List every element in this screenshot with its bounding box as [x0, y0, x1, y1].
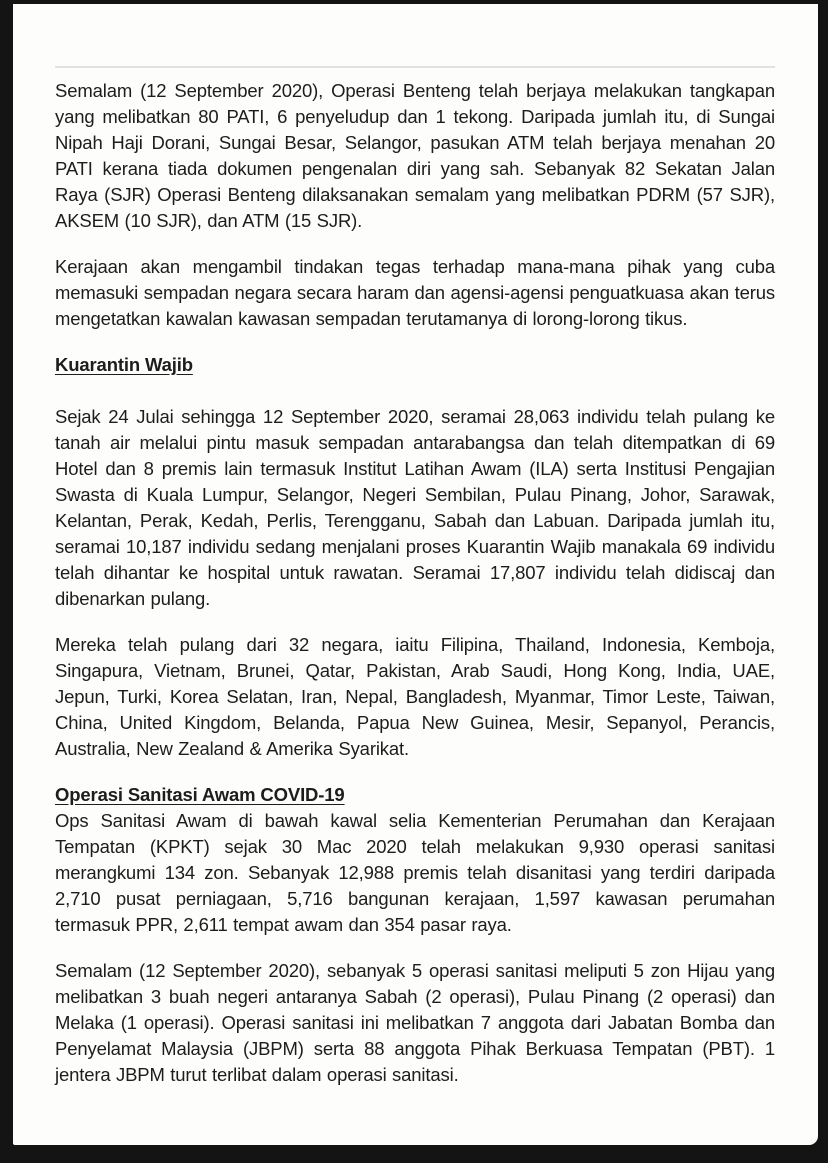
document-page	[13, 4, 818, 1145]
paragraph-kuarantin-statistik: Sejak 24 Julai sehingga 12 September 2020, seramai 28,063 individu telah pulang ke tanah air melalui pintu masuk sempadan antarabangsa dan telah ditempatkan di 69 Hotel dan 8 premis lain termasuk Institut Latihan Awam (ILA) serta Institusi Pengajian Swasta di Kuala Lumpur, Selangor, Negeri Sembilan, Pulau Pinang, Johor, Sarawak, Kelantan, Perak, Kedah, Perlis, Terengganu, Sabah dan Labuan. Daripada jumlah itu, seramai 10,187 individu sedang menjalani proses Kuarantin Wajib manakala 69 individu telah dihantar ke hospital untuk rawatan. Seramai 17,807 individu telah didiscaj dan dibenarkan pulang.	[55, 406, 775, 609]
paragraph-negara-asal: Mereka telah pulang dari 32 negara, iaitu Filipina, Thailand, Indonesia, Kemboja, Singapura, Vietnam, Brunei, Qatar, Pakistan, Arab Saudi, Hong Kong, India, UAE, Jepun, Turki, Korea Selatan, Iran, Nepal, Bangladesh, Myanmar, Timor Leste, Taiwan, China, United Kingdom, Belanda, Papua New Guinea, Mesir, Sepanyol, Perancis, Australia, New Zealand & Amerika Syarikat.	[55, 634, 775, 759]
paragraph-sanitasi-semalam: Semalam (12 September 2020), sebanyak 5 operasi sanitasi meliputi 5 zon Hijau yang melibatkan 3 buah negeri antaranya Sabah (2 operasi), Pulau Pinang (2 operasi) dan Melaka (1 operasi). Operasi sanitasi ini melibatkan 7 anggota dari Jabatan Bomba dan Penyelamat Malaysia (JBPM) serta 88 anggota Pihak Berkuasa Tempatan (PBT). 1 jentera JBPM turut terlibat dalam operasi sanitasi.	[55, 960, 775, 1085]
separator-line	[55, 66, 775, 68]
paragraph-operasi-benteng: Semalam (12 September 2020), Operasi Benteng telah berjaya melakukan tangkapan yang melibatkan 80 PATI, 6 penyeludup dan 1 tekong. Daripada jumlah itu, di Sungai Nipah Haji Dorani, Sungai Besar, Selangor, pasukan ATM telah berjaya menahan 20 PATI kerana tiada dokumen pengenalan diri yang sah. Sebanyak 82 Sekatan Jalan Raya (SJR) Operasi Benteng dilaksanakan semalam yang melibatkan PDRM (57 SJR), AKSEM (10 SJR), dan ATM (15 SJR).	[55, 80, 775, 231]
document-content	[13, 66, 818, 1088]
heading-kuarantin-wajib: Kuarantin Wajib	[55, 354, 193, 375]
paragraph-sanitasi-statistik: Ops Sanitasi Awam di bawah kawal selia Kementerian Perumahan dan Kerajaan Tempatan (KPKT) sejak 30 Mac 2020 telah melakukan 9,930 operasi sanitasi merangkumi 134 zon. Sebanyak 12,988 premis telah disanitasi yang terdiri daripada 2,710 pusat perniagaan, 5,716 bangunan kerajaan, 1,597 kawasan perumahan termasuk PPR, 2,611 tempat awam dan 354 pasar raya.	[55, 810, 775, 935]
heading-operasi-sanitasi: Operasi Sanitasi Awam COVID-19	[55, 784, 345, 805]
paragraph-kerajaan-tindakan: Kerajaan akan mengambil tindakan tegas terhadap mana-mana pihak yang cuba memasuki sempadan negara secara haram dan agensi-agensi penguatkuasa akan terus mengetatkan kawalan kawasan sempadan terutamanya di lorong-lorong tikus.	[55, 256, 775, 329]
